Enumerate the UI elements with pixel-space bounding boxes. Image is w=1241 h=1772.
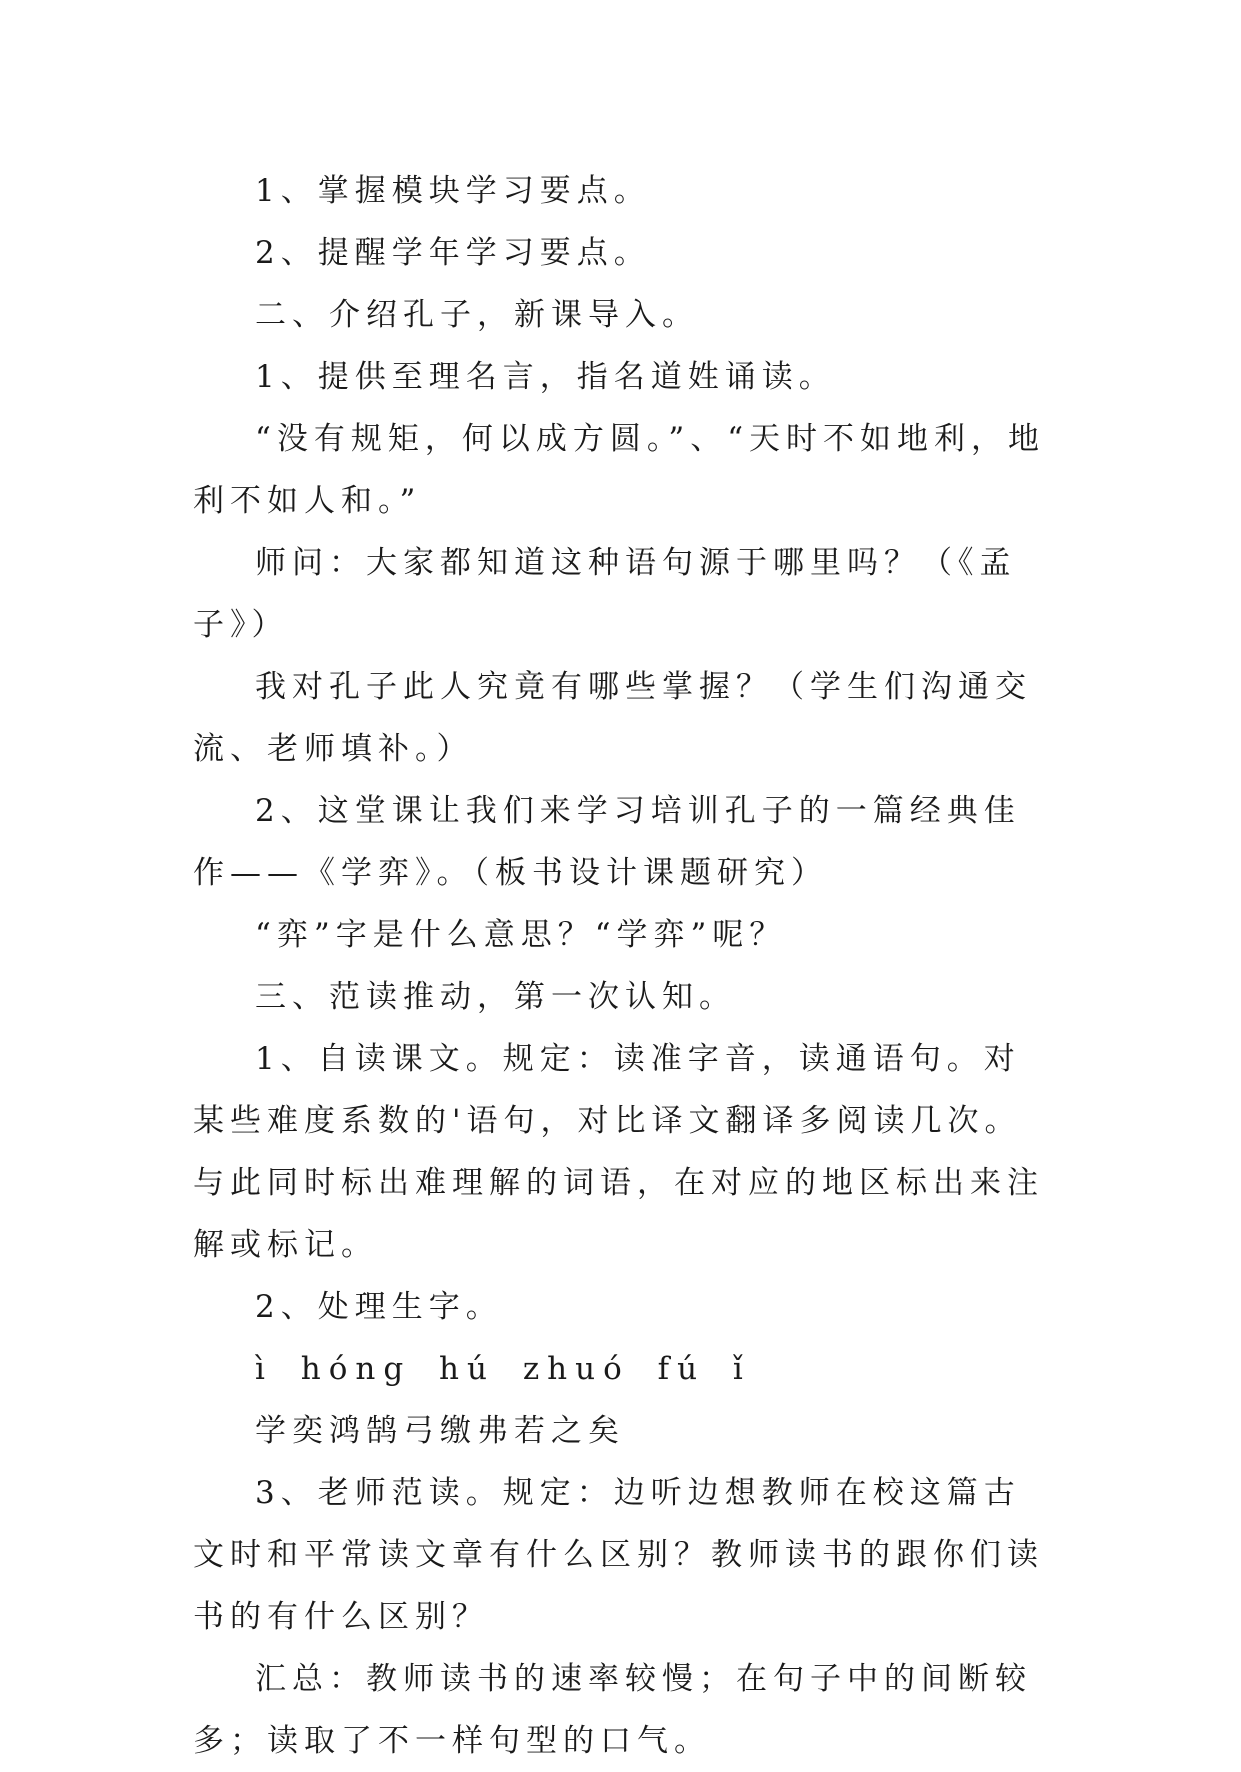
characters-line: 学奕鸿鹄弓缴弗若之矣 — [255, 1413, 625, 1449]
paragraph: 师问：大家都知道这种语句源于哪里吗？（《孟子》） — [193, 545, 1017, 643]
section-heading: 三、范读推动，第一次认知。 — [255, 979, 736, 1015]
paragraph: “没有规矩，何以成方圆。”、“天时不如地利，地利不如人和。” — [193, 421, 1046, 519]
paragraph: 1、掌握模块学习要点。 — [255, 173, 651, 209]
paragraph: 2、提醒学年学习要点。 — [255, 235, 651, 271]
paragraph: 2、这堂课让我们来学习培训孔子的一篇经典佳作——《学弈》。（板书设计课题研究） — [193, 793, 1021, 891]
paragraph: 2、处理生字。 — [255, 1289, 503, 1325]
paragraph: 1、自读课文。规定：读准字音，读通语句。对某些难度系数的'语句，对比译文翻译多阅读几次。与此同时标出难理解的词语，在对应的地区标出来注解或标记。 — [193, 1041, 1044, 1263]
section-heading: 二、介绍孔子，新课导入。 — [255, 297, 699, 333]
paragraph: 我对孔子此人究竟有哪些掌握？（学生们沟通交流、老师填补。） — [193, 669, 1032, 767]
document-body — [193, 160, 1053, 1772]
pinyin-line: ì hóng hú zhuó fú ǐ — [255, 1351, 751, 1387]
paragraph: 1、提供至理名言，指名道姓诵读。 — [255, 359, 836, 395]
paragraph: “弈”字是什么意思？“学弈”呢？ — [255, 917, 787, 953]
paragraph: 3、老师范读。规定：边听边想教师在校这篇古文时和平常读文章有什么区别？教师读书的跟你们读书的有什么区别？ — [193, 1475, 1044, 1635]
paragraph: 汇总：教师读书的速率较慢；在句子中的间断较多；读取了不一样句型的口气。 — [193, 1661, 1032, 1759]
